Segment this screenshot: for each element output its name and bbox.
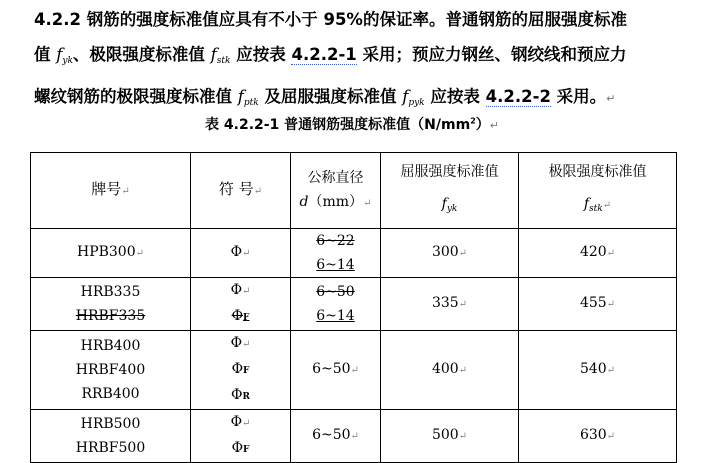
subscript: ptk xyxy=(243,98,259,108)
rebar-symbol-icon: Φ xyxy=(230,244,243,260)
yield-cell xyxy=(381,331,519,410)
rebar-symbol-icon: Φ xyxy=(231,308,244,324)
paragraph-mark-icon: ↵ xyxy=(606,92,616,105)
table-reference[interactable]: 4.2.2-1 xyxy=(291,45,357,64)
header-diameter-unit-line xyxy=(291,190,380,216)
ultimate-value: 630 xyxy=(579,427,607,443)
grade-label: RRB400 xyxy=(81,386,140,402)
cell-mark-icon: ↵ xyxy=(242,286,251,297)
symbol-f: f xyxy=(402,87,409,106)
yield-value: 335 xyxy=(431,295,459,311)
grade-label: HRB500 xyxy=(80,416,141,432)
rebar-symbol-icon: Φ xyxy=(230,282,243,298)
yield-cell xyxy=(381,278,519,331)
table-header-row xyxy=(31,153,677,229)
cell-mark-icon: ↵ xyxy=(602,200,612,211)
diameter-cell xyxy=(291,278,381,331)
subscript: yk xyxy=(62,56,73,66)
rebar-symbol-f-icon xyxy=(191,357,290,383)
symbol-f: f xyxy=(237,87,244,106)
header-grade-label: 牌号 xyxy=(91,180,122,198)
rebar-symbol-f-icon xyxy=(191,436,290,462)
header-symbol-label: 符 号 xyxy=(218,180,254,198)
grade-label: HRBF400 xyxy=(75,362,146,378)
paragraph-mark-icon: ↵ xyxy=(489,119,499,132)
ultimate-cell xyxy=(519,229,677,278)
ultimate-value: 455 xyxy=(579,295,607,311)
cell-mark-icon: ↵ xyxy=(363,197,372,209)
symbol-suffix: F xyxy=(243,366,250,376)
symbol-f: f xyxy=(441,196,447,212)
grade-label: HRBF500 xyxy=(75,440,146,456)
table-row xyxy=(31,278,677,331)
yield-value: 300 xyxy=(431,244,459,260)
ultimate-cell xyxy=(519,331,677,410)
grade-cell xyxy=(31,331,191,410)
symbol-suffix: F xyxy=(243,313,250,323)
diameter-inserted: 6~14 xyxy=(316,257,355,273)
cell-mark-icon: ↵ xyxy=(606,365,616,376)
diameter-cell xyxy=(291,229,381,278)
symbol-cell xyxy=(191,331,291,410)
rebar-symbol-icon: Φ xyxy=(231,440,244,456)
yield-cell xyxy=(381,410,519,463)
header-ultimate xyxy=(519,153,677,229)
text: 应按表 xyxy=(230,45,292,64)
cell-mark-icon: ↵ xyxy=(606,248,616,259)
yield-value: 400 xyxy=(431,361,459,377)
cell-mark-icon: ↵ xyxy=(458,248,468,259)
clause-line-2 xyxy=(34,37,698,79)
steel-strength-table xyxy=(30,152,677,463)
caption-close: ） xyxy=(475,117,490,133)
header-yield-symbol xyxy=(381,192,518,221)
rebar-symbol-icon: Φ xyxy=(230,414,243,430)
cell-mark-icon: ↵ xyxy=(242,248,251,259)
ultimate-cell xyxy=(519,278,677,331)
diameter-inserted: 6~14 xyxy=(316,308,355,324)
rebar-symbol-f-icon xyxy=(191,304,290,330)
header-symbol xyxy=(191,153,291,229)
subscript: stk xyxy=(589,204,603,214)
grade-label: HRB335 xyxy=(80,284,141,300)
rebar-symbol-icon: Φ xyxy=(231,361,244,377)
cell-mark-icon: ↵ xyxy=(458,299,468,310)
cell-mark-icon: ↵ xyxy=(458,431,468,442)
grade-cell xyxy=(31,229,191,278)
yield-cell xyxy=(381,229,519,278)
grade-cell xyxy=(31,410,191,463)
cell-mark-icon: ↵ xyxy=(350,365,359,376)
text: 应按表 xyxy=(424,87,486,106)
table-row xyxy=(31,410,677,463)
header-diameter xyxy=(291,153,381,229)
caption-superscript: 2 xyxy=(470,116,476,126)
cell-mark-icon: ↵ xyxy=(253,186,263,197)
grade-label: HRB400 xyxy=(80,338,141,354)
diameter-cell xyxy=(291,410,381,463)
cell-mark-icon: ↵ xyxy=(242,418,251,429)
subscript: pyk xyxy=(408,98,425,108)
ultimate-cell xyxy=(519,410,677,463)
text: 值 xyxy=(34,45,57,64)
ultimate-value: 540 xyxy=(579,361,607,377)
symbol-suffix: R xyxy=(242,392,250,402)
cell-mark-icon: ↵ xyxy=(242,339,251,350)
diameter-cell xyxy=(291,331,381,410)
text: 、极限强度标准值 xyxy=(72,45,211,64)
table-row xyxy=(31,331,677,410)
header-ultimate-label: 极限强度标准值 xyxy=(548,164,647,180)
diameter-value: 6~50 xyxy=(312,427,351,443)
rebar-symbol-icon: Φ xyxy=(231,387,243,403)
text: 及屈服强度标准值 xyxy=(258,87,403,106)
text: 采用。 xyxy=(550,87,607,106)
diameter-deleted: 6~22 xyxy=(316,233,355,249)
header-ultimate-symbol xyxy=(519,192,676,221)
symbol-cell xyxy=(191,278,291,331)
diameter-deleted: 6~50 xyxy=(316,284,355,300)
cell-mark-icon: ↵ xyxy=(606,431,616,442)
header-diameter-label: 公称直径 xyxy=(307,169,364,186)
ultimate-value: 420 xyxy=(579,244,607,260)
diameter-symbol: d xyxy=(299,193,309,210)
rebar-symbol-icon xyxy=(191,331,290,357)
table-reference[interactable]: 4.2.2-2 xyxy=(485,87,551,106)
symbol-f: f xyxy=(56,45,63,64)
caption-text: 表 4.2.2-1 普通钢筋强度标准值（N/mm xyxy=(205,117,471,133)
cell-mark-icon: ↵ xyxy=(135,248,145,259)
header-yield-label: 屈服强度标准值 xyxy=(400,164,499,180)
cell-mark-icon: ↵ xyxy=(350,431,359,442)
diameter-unit: （mm） xyxy=(308,193,364,210)
yield-value: 500 xyxy=(431,427,459,443)
cell-mark-icon: ↵ xyxy=(606,299,616,310)
symbol-cell xyxy=(191,229,291,278)
diameter-value: 6~50 xyxy=(312,361,351,377)
symbol-cell xyxy=(191,410,291,463)
cell-mark-icon: ↵ xyxy=(458,365,468,376)
subscript: stk xyxy=(216,56,231,66)
subscript: yk xyxy=(446,204,458,214)
text: 采用；预应力钢丝、钢绞线和预应力 xyxy=(356,45,627,64)
clause-line-1: 4.2.2 钢筋的强度标准值应具有不小于 95%的保证率。普通钢筋的屈服强度标准 xyxy=(34,10,627,29)
rebar-symbol-icon: Φ xyxy=(230,335,243,351)
rebar-symbol-icon xyxy=(191,410,290,436)
clause-paragraph xyxy=(34,2,698,121)
symbol-f: f xyxy=(210,45,217,64)
rebar-symbol-r-icon xyxy=(191,383,290,409)
grade-cell xyxy=(31,278,191,331)
table-row xyxy=(31,229,677,278)
table-caption xyxy=(0,114,704,134)
grade-label: HPB300 xyxy=(76,244,136,260)
symbol-suffix: F xyxy=(243,445,250,455)
symbol-f: f xyxy=(583,196,590,212)
header-grade xyxy=(31,153,191,229)
cell-mark-icon: ↵ xyxy=(121,186,130,197)
text: 螺纹钢筋的极限强度标准值 xyxy=(34,87,238,106)
rebar-symbol-icon xyxy=(191,278,290,304)
header-yield xyxy=(381,153,519,229)
grade-label-deleted: HRBF335 xyxy=(75,308,146,324)
